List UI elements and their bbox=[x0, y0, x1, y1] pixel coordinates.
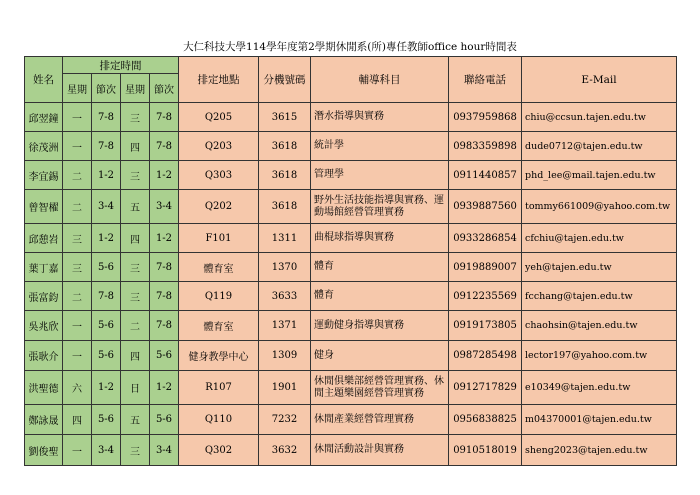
cell-email: yeh@tajen.edu.tw bbox=[522, 253, 677, 282]
cell-weekday-2: 三 bbox=[121, 103, 150, 132]
cell-extension: 1311 bbox=[259, 224, 311, 253]
cell-phone: 0910518019 bbox=[449, 435, 522, 466]
office-hour-table bbox=[24, 56, 677, 466]
cell-subject: 休閒活動設計與實務 bbox=[311, 435, 449, 466]
cell-phone: 0933286854 bbox=[449, 224, 522, 253]
header-schedule: 排定時間 bbox=[63, 57, 179, 74]
header-period-1: 節次 bbox=[92, 74, 121, 103]
cell-email: phd_lee@mail.tajen.edu.tw bbox=[522, 161, 677, 190]
cell-period-2: 3-4 bbox=[150, 435, 179, 466]
cell-weekday-2: 五 bbox=[121, 405, 150, 435]
table-row bbox=[25, 103, 677, 132]
cell-period-2: 7-8 bbox=[150, 132, 179, 161]
cell-period-2: 1-2 bbox=[150, 371, 179, 405]
table-row bbox=[25, 341, 677, 371]
cell-location: Q202 bbox=[179, 190, 259, 224]
cell-subject: 健身 bbox=[311, 341, 449, 371]
cell-extension: 1901 bbox=[259, 371, 311, 405]
cell-weekday-2: 四 bbox=[121, 341, 150, 371]
cell-phone: 0919173805 bbox=[449, 311, 522, 341]
cell-extension: 3632 bbox=[259, 435, 311, 466]
cell-location: F101 bbox=[179, 224, 259, 253]
cell-name: 葉丁嘉 bbox=[25, 253, 63, 282]
cell-period-1: 7-8 bbox=[92, 132, 121, 161]
cell-weekday-2: 三 bbox=[121, 282, 150, 311]
cell-name: 張耿介 bbox=[25, 341, 63, 371]
cell-period-1: 5-6 bbox=[92, 341, 121, 371]
page-title: 大仁科技大學114學年度第2學期休閒系(所)專任教師office hour時間表 bbox=[183, 41, 517, 53]
cell-period-2: 1-2 bbox=[150, 161, 179, 190]
header-name: 姓名 bbox=[25, 57, 63, 103]
cell-period-1: 1-2 bbox=[92, 371, 121, 405]
cell-period-1: 5-6 bbox=[92, 311, 121, 341]
cell-weekday-1: 一 bbox=[63, 435, 92, 466]
cell-phone: 0987285498 bbox=[449, 341, 522, 371]
cell-extension: 7232 bbox=[259, 405, 311, 435]
table-row bbox=[25, 435, 677, 466]
cell-location: Q302 bbox=[179, 435, 259, 466]
cell-email: e10349@tajen.edu.tw bbox=[522, 371, 677, 405]
cell-period-1: 7-8 bbox=[92, 103, 121, 132]
cell-period-2: 7-8 bbox=[150, 253, 179, 282]
cell-extension: 1370 bbox=[259, 253, 311, 282]
cell-period-2: 1-2 bbox=[150, 224, 179, 253]
table-row bbox=[25, 282, 677, 311]
cell-weekday-2: 四 bbox=[121, 132, 150, 161]
cell-weekday-2: 三 bbox=[121, 253, 150, 282]
cell-name: 徐茂洲 bbox=[25, 132, 63, 161]
cell-subject: 曲棍球指導與實務 bbox=[311, 224, 449, 253]
cell-weekday-2: 日 bbox=[121, 371, 150, 405]
cell-weekday-1: 一 bbox=[63, 132, 92, 161]
cell-extension: 3633 bbox=[259, 282, 311, 311]
cell-phone: 0983359898 bbox=[449, 132, 522, 161]
cell-email: fcchang@tajen.edu.tw bbox=[522, 282, 677, 311]
header-location: 排定地點 bbox=[179, 57, 259, 103]
cell-name: 邱翌鐘 bbox=[25, 103, 63, 132]
cell-period-1: 3-4 bbox=[92, 435, 121, 466]
table-row bbox=[25, 371, 677, 405]
cell-subject: 體育 bbox=[311, 282, 449, 311]
cell-period-2: 3-4 bbox=[150, 190, 179, 224]
cell-name: 張富鈞 bbox=[25, 282, 63, 311]
table-row bbox=[25, 224, 677, 253]
cell-weekday-2: 二 bbox=[121, 311, 150, 341]
cell-location: Q205 bbox=[179, 103, 259, 132]
cell-extension: 3618 bbox=[259, 132, 311, 161]
cell-weekday-2: 三 bbox=[121, 161, 150, 190]
cell-weekday-1: 一 bbox=[63, 311, 92, 341]
cell-phone: 0911440857 bbox=[449, 161, 522, 190]
cell-name: 邱憩岧 bbox=[25, 224, 63, 253]
cell-subject: 休閒產業經營管理實務 bbox=[311, 405, 449, 435]
cell-phone: 0919889007 bbox=[449, 253, 522, 282]
cell-extension: 3618 bbox=[259, 190, 311, 224]
cell-email: m04370001@tajen.edu.tw bbox=[522, 405, 677, 435]
cell-period-1: 7-8 bbox=[92, 282, 121, 311]
cell-extension: 3618 bbox=[259, 161, 311, 190]
table-row bbox=[25, 405, 677, 435]
cell-period-1: 3-4 bbox=[92, 190, 121, 224]
cell-name: 劉俊聖 bbox=[25, 435, 63, 466]
table-row bbox=[25, 190, 677, 224]
cell-period-2: 7-8 bbox=[150, 103, 179, 132]
cell-email: dude0712@tajen.edu.tw bbox=[522, 132, 677, 161]
header-period-2: 節次 bbox=[150, 74, 179, 103]
cell-period-1: 1-2 bbox=[92, 224, 121, 253]
header-phone: 聯絡電話 bbox=[449, 57, 522, 103]
cell-subject: 潛水指導與實務 bbox=[311, 103, 449, 132]
cell-phone: 0937959868 bbox=[449, 103, 522, 132]
cell-name: 鄭詠晟 bbox=[25, 405, 63, 435]
cell-email: chiu@ccsun.tajen.edu.tw bbox=[522, 103, 677, 132]
cell-weekday-1: 二 bbox=[63, 190, 92, 224]
cell-period-2: 5-6 bbox=[150, 405, 179, 435]
header-weekday-1: 星期 bbox=[63, 74, 92, 103]
cell-period-2: 7-8 bbox=[150, 282, 179, 311]
table-row bbox=[25, 132, 677, 161]
cell-subject: 野外生活技能指導與實務、運動場館經營管理實務 bbox=[311, 190, 449, 224]
cell-email: cfchiu@tajen.edu.tw bbox=[522, 224, 677, 253]
header-extension: 分機號碼 bbox=[259, 57, 311, 103]
cell-name: 洪聖德 bbox=[25, 371, 63, 405]
cell-weekday-1: 六 bbox=[63, 371, 92, 405]
table-row bbox=[25, 311, 677, 341]
cell-period-1: 5-6 bbox=[92, 405, 121, 435]
cell-weekday-1: 二 bbox=[63, 161, 92, 190]
cell-email: chaohsin@tajen.edu.tw bbox=[522, 311, 677, 341]
cell-weekday-2: 四 bbox=[121, 224, 150, 253]
table-row bbox=[25, 253, 677, 282]
cell-subject: 統計學 bbox=[311, 132, 449, 161]
cell-extension: 1309 bbox=[259, 341, 311, 371]
cell-location: R107 bbox=[179, 371, 259, 405]
cell-weekday-1: 三 bbox=[63, 253, 92, 282]
cell-subject: 管理學 bbox=[311, 161, 449, 190]
header-subject: 輔導科目 bbox=[311, 57, 449, 103]
cell-weekday-1: 一 bbox=[63, 341, 92, 371]
cell-extension: 3615 bbox=[259, 103, 311, 132]
cell-weekday-1: 三 bbox=[63, 224, 92, 253]
header-email: E-Mail bbox=[522, 57, 677, 103]
cell-phone: 0939887560 bbox=[449, 190, 522, 224]
cell-period-2: 7-8 bbox=[150, 311, 179, 341]
cell-period-2: 5-6 bbox=[150, 341, 179, 371]
cell-phone: 0912235569 bbox=[449, 282, 522, 311]
cell-name: 吳兆欣 bbox=[25, 311, 63, 341]
cell-period-1: 1-2 bbox=[92, 161, 121, 190]
cell-subject: 休閒俱樂部經營管理實務、休閒主題樂園經營管理實務 bbox=[311, 371, 449, 405]
cell-email: sheng2023@tajen.edu.tw bbox=[522, 435, 677, 466]
cell-period-1: 5-6 bbox=[92, 253, 121, 282]
cell-weekday-1: 二 bbox=[63, 282, 92, 311]
cell-extension: 1371 bbox=[259, 311, 311, 341]
table-row bbox=[25, 161, 677, 190]
cell-location: 體育室 bbox=[179, 253, 259, 282]
cell-weekday-2: 三 bbox=[121, 435, 150, 466]
cell-name: 曾智櫂 bbox=[25, 190, 63, 224]
cell-email: lector197@yahoo.com.tw bbox=[522, 341, 677, 371]
cell-weekday-2: 五 bbox=[121, 190, 150, 224]
cell-phone: 0912717829 bbox=[449, 371, 522, 405]
cell-name: 李宜錫 bbox=[25, 161, 63, 190]
header-weekday-2: 星期 bbox=[121, 74, 150, 103]
cell-location: Q110 bbox=[179, 405, 259, 435]
cell-location: 體育室 bbox=[179, 311, 259, 341]
cell-phone: 0956838825 bbox=[449, 405, 522, 435]
cell-weekday-1: 一 bbox=[63, 103, 92, 132]
cell-location: Q303 bbox=[179, 161, 259, 190]
cell-email: tommy661009@yahoo.com.tw bbox=[522, 190, 677, 224]
cell-location: 健身教學中心 bbox=[179, 341, 259, 371]
cell-subject: 運動健身指導與實務 bbox=[311, 311, 449, 341]
cell-location: Q203 bbox=[179, 132, 259, 161]
cell-weekday-1: 四 bbox=[63, 405, 92, 435]
cell-location: Q119 bbox=[179, 282, 259, 311]
cell-subject: 體育 bbox=[311, 253, 449, 282]
